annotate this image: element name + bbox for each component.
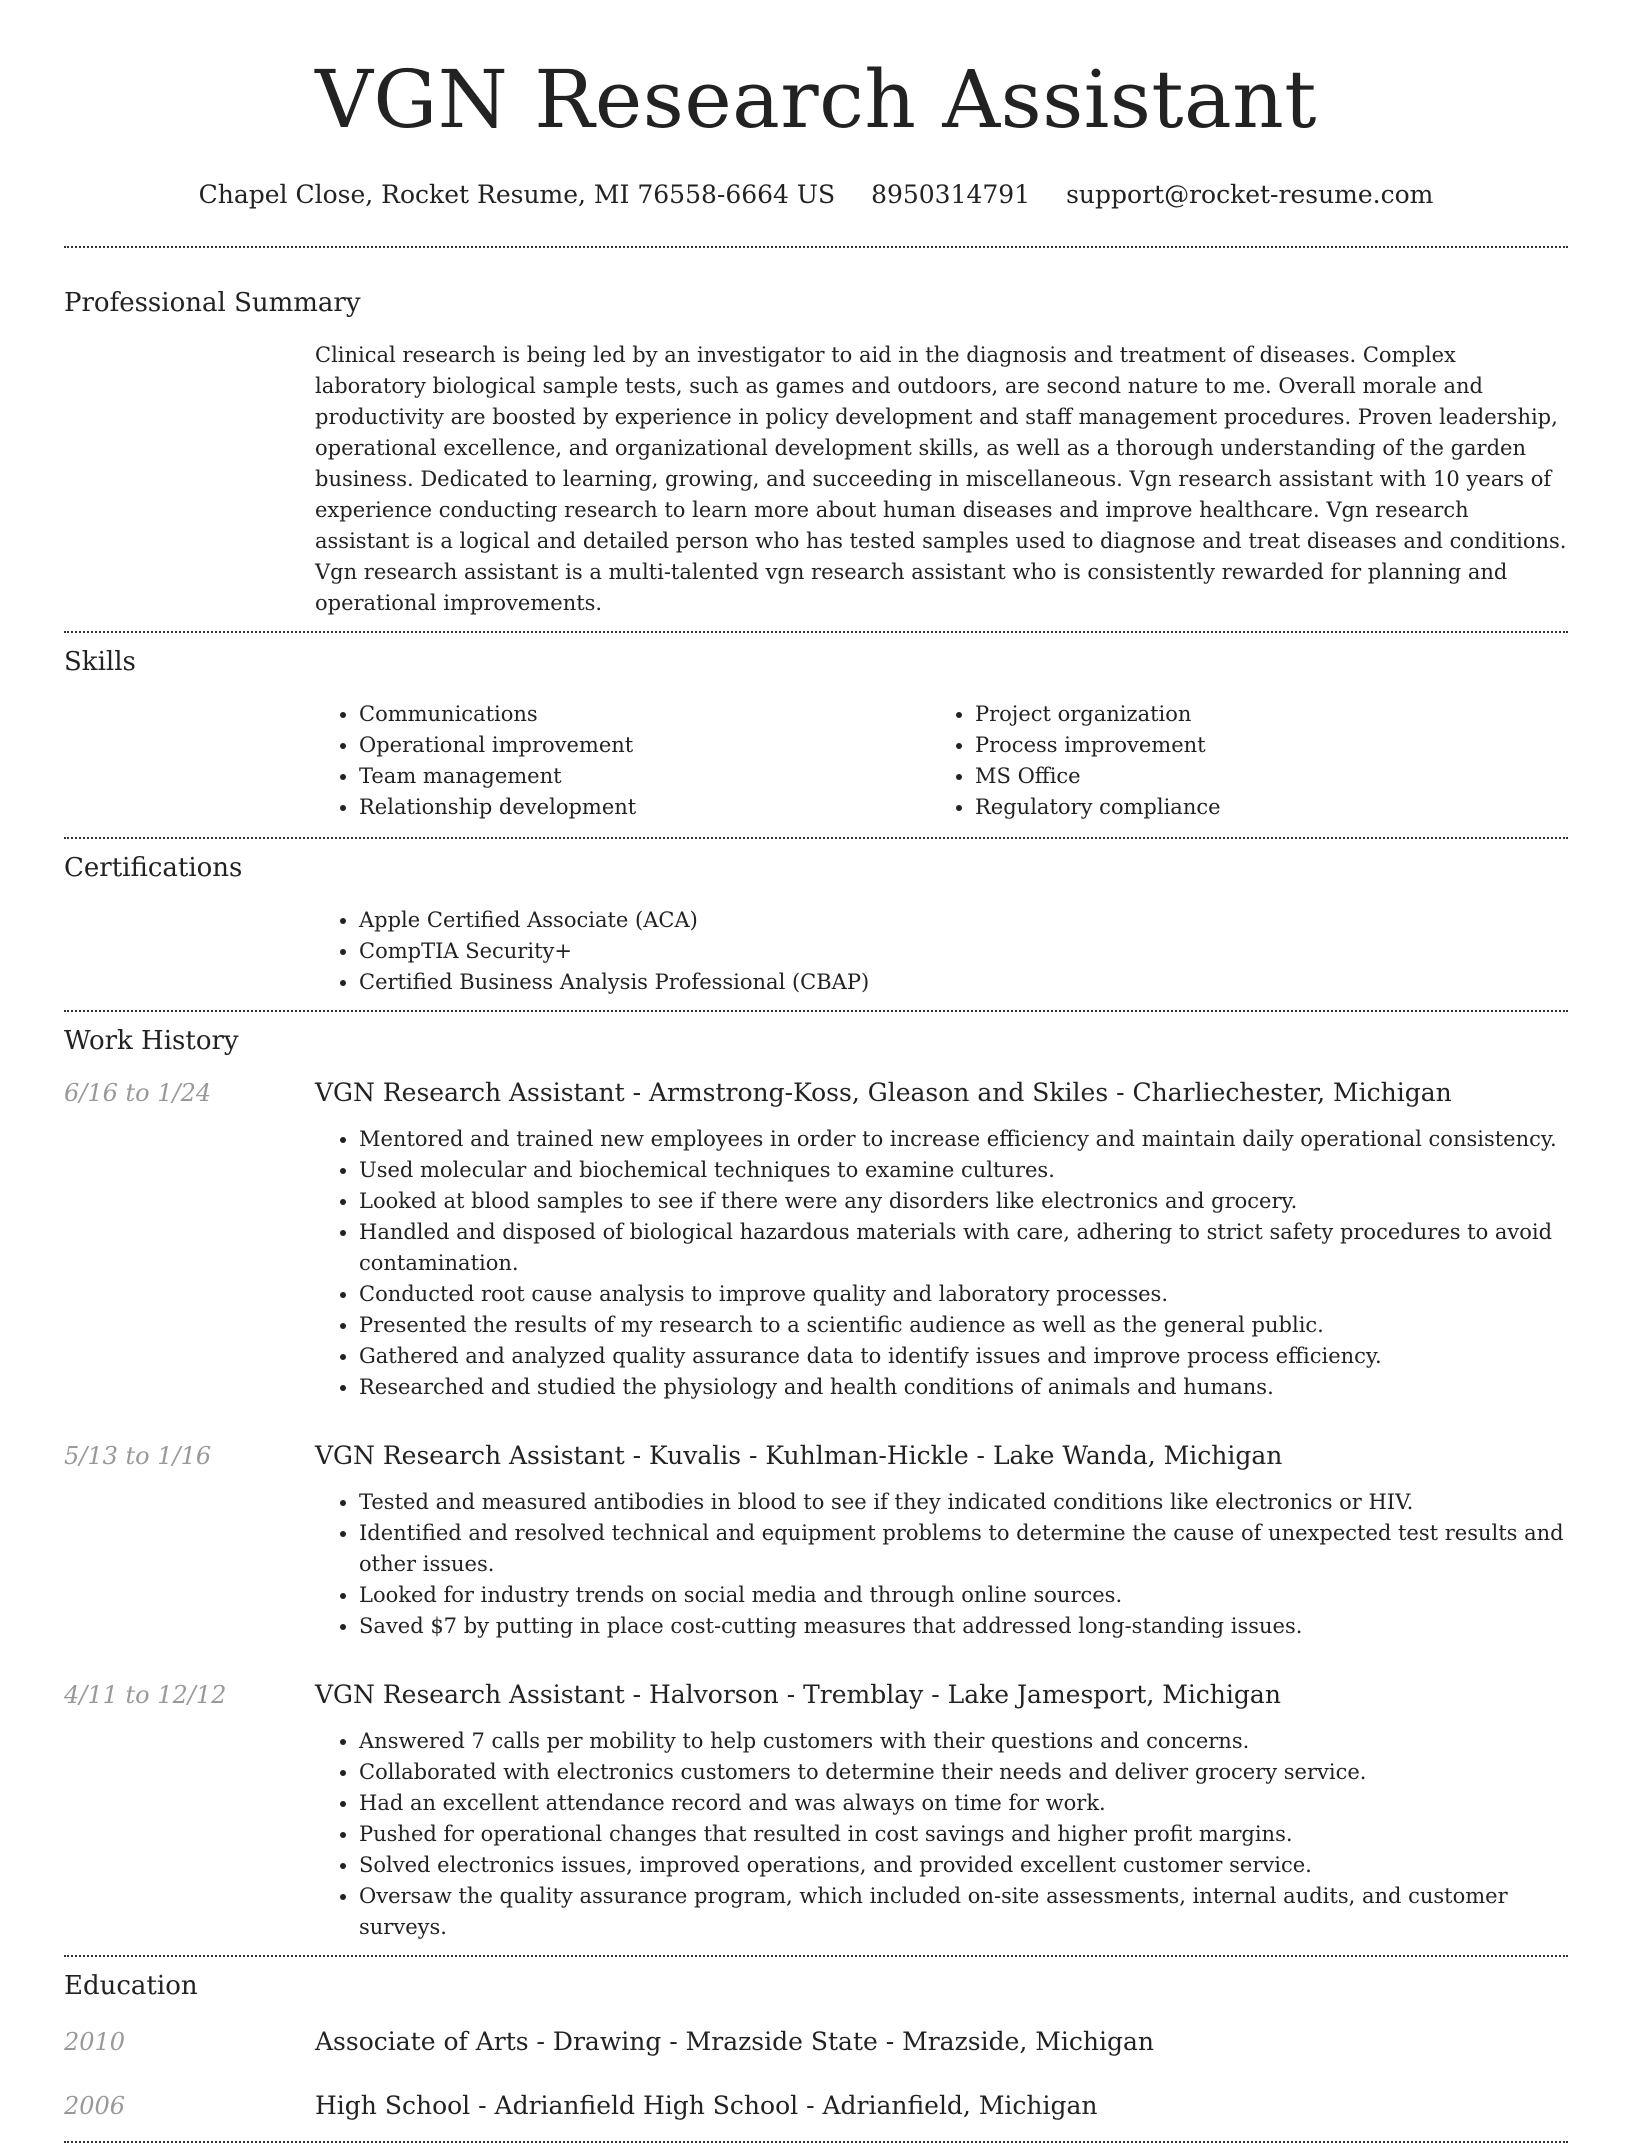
job-body bbox=[315, 1076, 1568, 1415]
education-year: 2006 bbox=[64, 2092, 126, 2120]
summary-text: Clinical research is being led by an investigator to aid in the diagnosis and treatment of diseases. Complex laboratory biological sample tests, such as games and outdoors, are second nature to me. Overall morale and productivity are boosted by experience in policy development and staff management procedures. Proven leadership, operational excellence, and organizational development skills, as well as a thorough understanding of the garden business. Dedicated to learning, growing, and succeeding in miscellaneous. Vgn research assistant with 10 years of experience conducting research to learn more about human diseases and improve healthcare. Vgn research assistant is a logical and detailed person who has tested samples used to diagnose and treat diseases and conditions. Vgn research assistant is a multi-talented vgn research assistant who is consistently rewarded for planning and operational improvements. bbox=[315, 343, 1567, 615]
skill-item: • Process improvement bbox=[975, 730, 1547, 761]
education-year: 2010 bbox=[64, 2028, 126, 2056]
job-body bbox=[315, 1439, 1568, 1654]
job-bullet: • Handled and disposed of biological hazardous materials with care, adhering to strict safety procedures to avoid contamination. bbox=[359, 1217, 1568, 1279]
job-bullet: • Mentored and trained new employees in order to increase efficiency and maintain daily operational consistency. bbox=[359, 1124, 1568, 1155]
certification-item: • Apple Certified Associate (ACA) bbox=[359, 905, 1568, 936]
summary-section bbox=[64, 248, 1568, 619]
job-body bbox=[315, 1678, 1568, 1955]
section-title-summary: Professional Summary bbox=[64, 288, 361, 318]
job-bullets bbox=[315, 1726, 1568, 1943]
job-bullet: • Researched and studied the physiology and health conditions of animals and humans. bbox=[359, 1372, 1568, 1403]
job-entry bbox=[64, 1076, 1568, 1415]
job-dates: 6/16 to 1/24 bbox=[64, 1079, 212, 1107]
section-title-certifications: Certifications bbox=[64, 853, 243, 883]
skills-column-right bbox=[931, 699, 1547, 823]
job-heading: VGN Research Assistant - Halvorson - Tremblay - Lake Jamesport, Michigan bbox=[315, 1680, 1281, 1709]
education-entry bbox=[64, 2089, 1568, 2123]
job-bullet: • Used molecular and biochemical techniques to examine cultures. bbox=[359, 1155, 1568, 1186]
job-bullet: • Solved electronics issues, improved operations, and provided excellent customer service. bbox=[359, 1850, 1568, 1881]
work-history-section bbox=[64, 1012, 1568, 1955]
job-bullets bbox=[315, 1124, 1568, 1403]
certifications-list-wrap bbox=[315, 905, 1568, 998]
job-bullet: • Saved $7 by putting in place cost-cutting measures that addressed long-standing issues. bbox=[359, 1611, 1568, 1642]
skills-section bbox=[64, 633, 1568, 823]
section-title-education: Education bbox=[64, 1971, 198, 2001]
skill-item: • Communications bbox=[359, 699, 931, 730]
job-bullet: • Gathered and analyzed quality assurance data to identify issues and improve process efficiency. bbox=[359, 1341, 1568, 1372]
job-bullets bbox=[315, 1487, 1568, 1642]
job-bullet: • Had an excellent attendance record and was always on time for work. bbox=[359, 1788, 1568, 1819]
certification-item: • Certified Business Analysis Professional (CBAP) bbox=[359, 967, 1568, 998]
skill-item: • Regulatory compliance bbox=[975, 792, 1547, 823]
skill-item: • Operational improvement bbox=[359, 730, 931, 761]
contact-email: support@rocket-resume.com bbox=[1066, 180, 1434, 209]
skills-grid bbox=[315, 699, 1568, 823]
skill-item: • Team management bbox=[359, 761, 931, 792]
skills-list-right bbox=[931, 699, 1547, 823]
skill-item: • MS Office bbox=[975, 761, 1547, 792]
skill-item: • Relationship development bbox=[359, 792, 931, 823]
education-heading: Associate of Arts - Drawing - Mrazside State - Mrazside, Michigan bbox=[315, 2027, 1154, 2056]
skill-item: • Project organization bbox=[975, 699, 1547, 730]
job-bullet: • Looked for industry trends on social media and through online sources. bbox=[359, 1580, 1568, 1611]
job-dates: 4/11 to 12/12 bbox=[64, 1681, 227, 1709]
education-section bbox=[64, 1957, 1568, 2123]
contact-address: Chapel Close, Rocket Resume, MI 76558-6664 US bbox=[198, 180, 836, 209]
resume-header bbox=[64, 0, 1568, 212]
certification-item: • CompTIA Security+ bbox=[359, 936, 1568, 967]
candidate-name: VGN Research Assistant bbox=[315, 53, 1317, 146]
job-bullet: • Pushed for operational changes that resulted in cost savings and higher profit margins. bbox=[359, 1819, 1568, 1850]
job-dates: 5/13 to 1/16 bbox=[64, 1442, 212, 1470]
certifications-list bbox=[315, 905, 1568, 998]
certifications-section bbox=[64, 839, 1568, 998]
contact-line bbox=[64, 178, 1568, 212]
job-bullet: • Identified and resolved technical and equipment problems to determine the cause of unexpected test results and other issues. bbox=[359, 1518, 1568, 1580]
job-bullet: • Presented the results of my research to a scientific audience as well as the general public. bbox=[359, 1310, 1568, 1341]
skills-list-left bbox=[315, 699, 931, 823]
job-entry bbox=[64, 1439, 1568, 1654]
job-bullet: • Tested and measured antibodies in blood to see if they indicated conditions like electronics or HIV. bbox=[359, 1487, 1568, 1518]
education-body bbox=[315, 2089, 1568, 2123]
job-bullet: • Looked at blood samples to see if there were any disorders like electronics and grocery. bbox=[359, 1186, 1568, 1217]
job-bullet: • Oversaw the quality assurance program, which included on-site assessments, internal audits, and customer surveys. bbox=[359, 1881, 1568, 1943]
education-body bbox=[315, 2025, 1568, 2059]
education-entry bbox=[64, 2025, 1568, 2059]
contact-phone: 8950314791 bbox=[871, 180, 1031, 209]
job-bullet: • Conducted root cause analysis to improve quality and laboratory processes. bbox=[359, 1279, 1568, 1310]
job-heading: VGN Research Assistant - Kuvalis - Kuhlman-Hickle - Lake Wanda, Michigan bbox=[315, 1441, 1283, 1470]
education-heading: High School - Adrianfield High School - Adrianfield, Michigan bbox=[315, 2091, 1098, 2120]
job-entry bbox=[64, 1678, 1568, 1955]
skills-column-left bbox=[315, 699, 931, 823]
section-title-skills: Skills bbox=[64, 647, 136, 677]
section-title-work-history: Work History bbox=[64, 1026, 239, 1056]
job-heading: VGN Research Assistant - Armstrong-Koss, Gleason and Skiles - Charliechester, Michigan bbox=[315, 1078, 1452, 1107]
job-bullet: • Collaborated with electronics customers to determine their needs and deliver grocery service. bbox=[359, 1757, 1568, 1788]
job-bullet: • Answered 7 calls per mobility to help customers with their questions and concerns. bbox=[359, 1726, 1568, 1757]
